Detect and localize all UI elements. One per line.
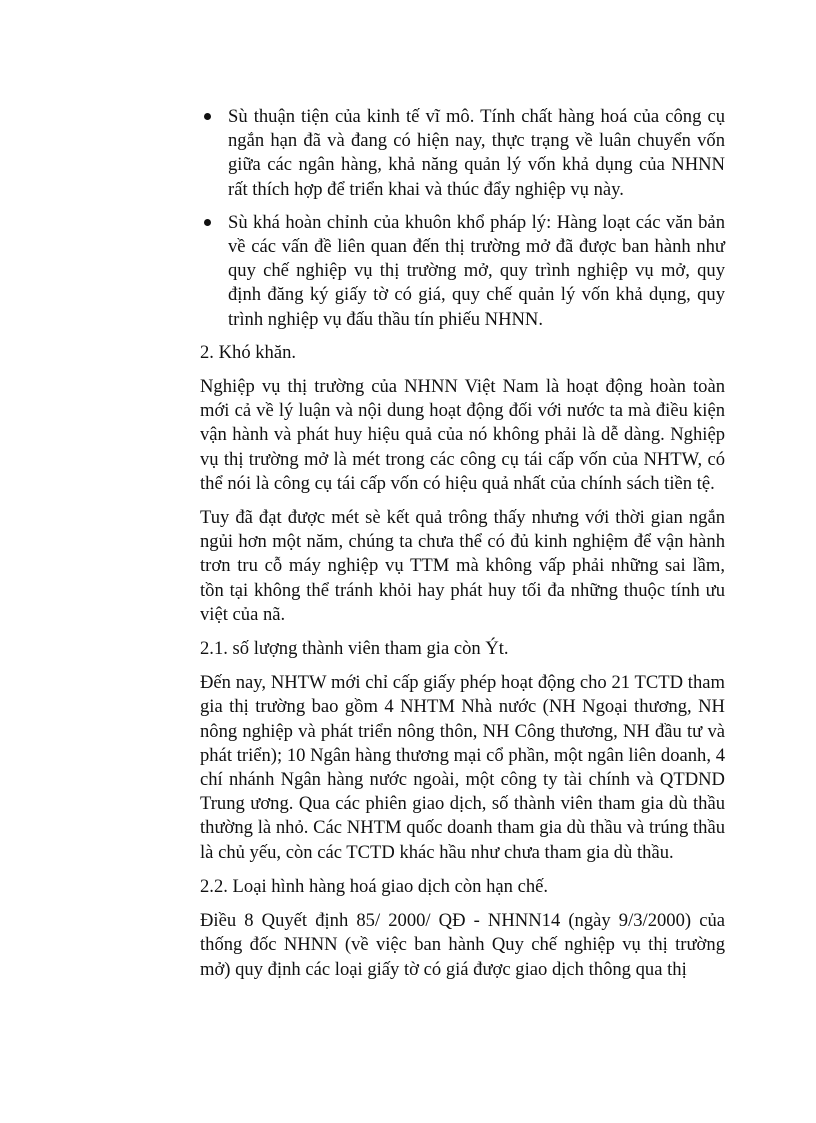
section-heading: 2.2. Loại hình hàng hoá giao dịch còn hạn chế. xyxy=(200,875,549,897)
bullet-icon xyxy=(204,113,211,120)
document-page xyxy=(200,105,725,992)
section-heading: 2.1. số lượng thành viên tham gia còn Ýt. xyxy=(200,638,509,660)
bullet-list xyxy=(200,105,725,332)
bullet-text: Sù khá hoàn chỉnh của khuôn khổ pháp lý: Hàng loạt các văn bản về các vấn đề liên quan đến thị trường mở đã được ban hành như quy chế nghiệp vụ thị trường mở, quy trình nghiệp vụ mở, quy định đăng ký giấy tờ có giá, quy chế quản lý vốn khả dụng, quy trình nghiệp vụ đấu thầu tín phiếu NHNN. xyxy=(228,211,725,330)
paragraph: Tuy đã đạt được mét sè kết quả trông thấy nhưng với thời gian ngắn ngủi hơn một năm, chúng ta chưa thể có đủ kinh nghiệm để vận hành trơn tru cỗ máy nghiệp vụ TTM mà không vấp phải những sai lầm, tồn tại không thể tránh khỏi hay phát huy tối đa những thuộc tính ưu việt của nã. xyxy=(200,507,725,625)
bullet-icon xyxy=(204,219,211,226)
paragraph: Đến nay, NHTW mới chỉ cấp giấy phép hoạt động cho 21 TCTD tham gia thị trường bao gồm 4 NHTM Nhà nước (NH Ngoại thương, NH nông nghiệp và phát triển nông thôn, NH Công thương, NH đầu tư và phát triển); 10 Ngân hàng thương mại cổ phần, một ngân liên doanh, 4 chí nhánh Ngân hàng nước ngoài, một công ty tài chính và QTDND Trung ương. Qua các phiên giao dịch, số thành viên tham gia dù thầu thường là nhỏ. Các NHTM quốc doanh tham gia dù thầu và trúng thầu là chủ yếu, còn các TCTD khác hầu như chưa tham gia dù thầu. xyxy=(200,672,725,863)
paragraph: Nghiệp vụ thị trường của NHNN Việt Nam là hoạt động hoàn toàn mới cả về lý luận và nội dung hoạt động đối với nước ta mà điều kiện vận hành và phát huy hiệu quả của nó không phải là dễ dàng. Nghiệp vụ thị trường mở là mét trong các công cụ tái cấp vốn của NHTW, có thể nói là công cụ tái cấp vốn có hiệu quả nhất của chính sách tiền tệ. xyxy=(200,376,725,494)
bullet-item xyxy=(200,105,725,202)
bullet-item xyxy=(200,211,725,332)
bullet-text: Sù thuận tiện của kinh tế vĩ mô. Tính chất hàng hoá của công cụ ngắn hạn đã và đang có hiện nay, thực trạng về luân chuyển vốn giữa các ngân hàng, khả năng quản lý vốn khả dụng của NHNN rất thích hợp để triển khai và thúc đẩy nghiệp vụ này. xyxy=(228,106,725,200)
section-heading: 2. Khó khăn. xyxy=(200,341,297,363)
paragraph: Điều 8 Quyết định 85/ 2000/ QĐ - NHNN14 (ngày 9/3/2000) của thống đốc NHNN (về việc ban hành Quy chế nghiệp vụ thị trường mở) quy định các loại giấy tờ có giá được giao dịch thông qua thị xyxy=(200,910,725,980)
